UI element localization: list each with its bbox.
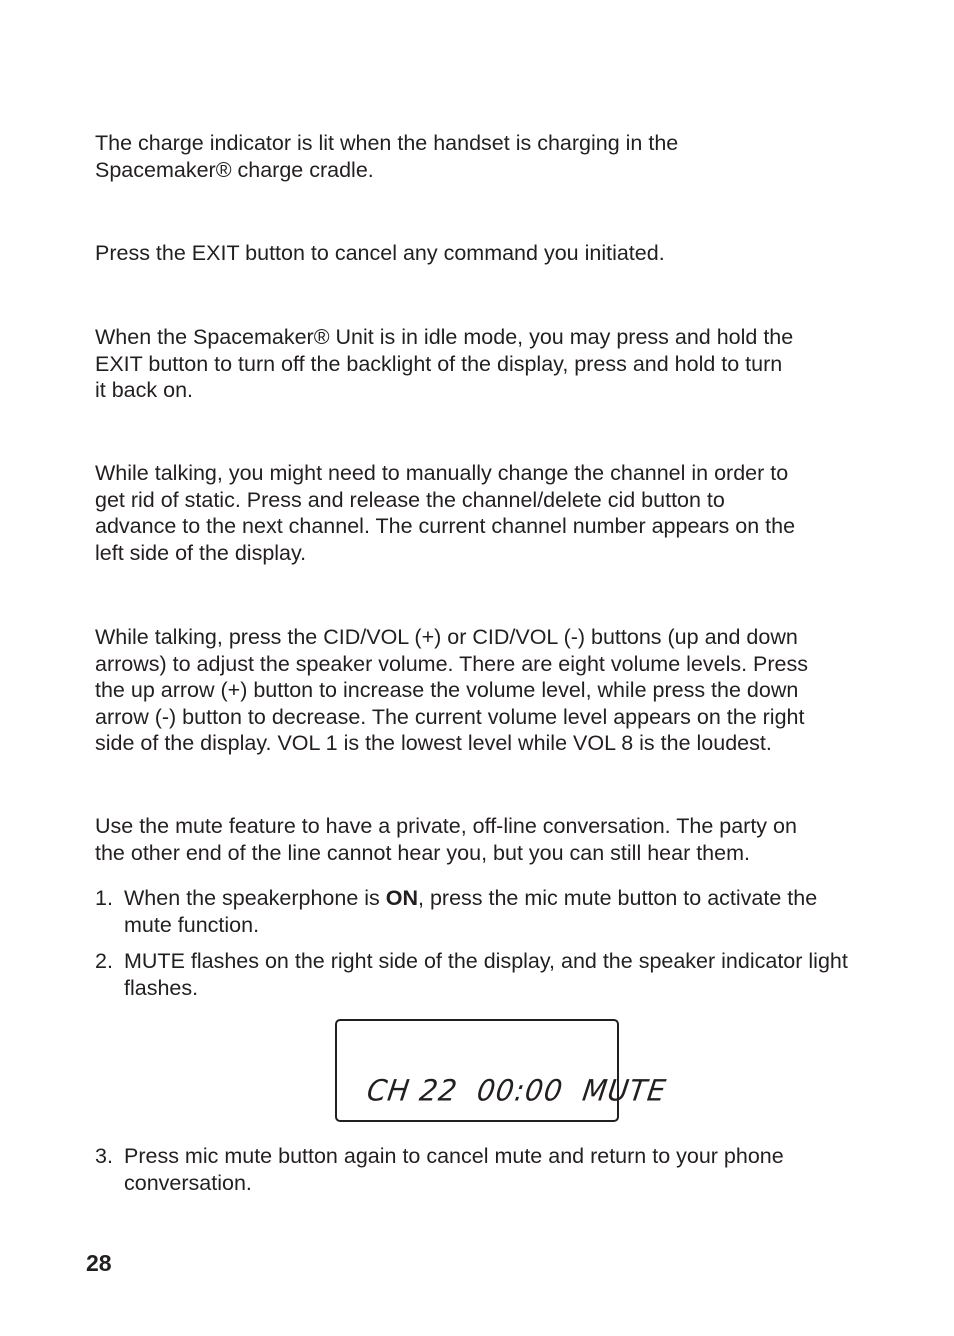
step-number: 2. bbox=[95, 949, 113, 973]
volume-paragraph: While talking, press the CID/VOL (+) or CID/VOL (-) buttons (up and down arrows) to adjust the speaker volume. There are eight volume levels. Press the up arrow (+) button to increase the volume level, while press the down arrow (-) button to decrease. The current volume level appears on the right side of the display. VOL 1 is the lowest level while VOL 8 is the loudest. bbox=[95, 625, 809, 756]
page-number: 28 bbox=[86, 1250, 112, 1276]
step-number: 1. bbox=[95, 886, 113, 910]
step-text: Press mic mute button again to cancel mute and return to your phone conversation. bbox=[124, 1144, 784, 1195]
exit-button-paragraph: Press the EXIT button to cancel any command you initiated. bbox=[95, 241, 665, 265]
list-item-step-3 bbox=[95, 1143, 855, 1196]
lcd-display-illustration bbox=[335, 1019, 669, 1122]
channel-paragraph: While talking, you might need to manually change the channel in order to get rid of static. Press and release the channel/delete cid button to advance to the next channel. The current channel number appears on the left side of the display. bbox=[95, 461, 796, 565]
list-item-step-2 bbox=[95, 948, 855, 1001]
step-bold-on: ON bbox=[385, 886, 418, 910]
charge-indicator-paragraph: The charge indicator is lit when the handset is charging in the Spacemaker® charge cradle. bbox=[95, 131, 679, 182]
step-text-after: , press the mic mute button to activate the mute function. bbox=[124, 886, 818, 937]
list-item-step-1 bbox=[95, 885, 855, 938]
step-text: MUTE flashes on the right side of the display, and the speaker indicator light flashes. bbox=[124, 949, 848, 1000]
step-text bbox=[95, 885, 855, 938]
backlight-paragraph: When the Spacemaker® Unit is in idle mode, you may press and hold the EXIT button to turn off the backlight of the display, press and hold to turn it back on. bbox=[95, 325, 794, 403]
mute-intro-paragraph: Use the mute feature to have a private, off-line conversation. The party on the other end of the line cannot hear you, but you can still hear them. bbox=[95, 814, 797, 865]
step-number: 3. bbox=[95, 1144, 113, 1168]
lcd-display-text: CH 22 00:00 MUTE bbox=[364, 1073, 669, 1109]
step-text-before: When the speakerphone is bbox=[124, 886, 386, 910]
